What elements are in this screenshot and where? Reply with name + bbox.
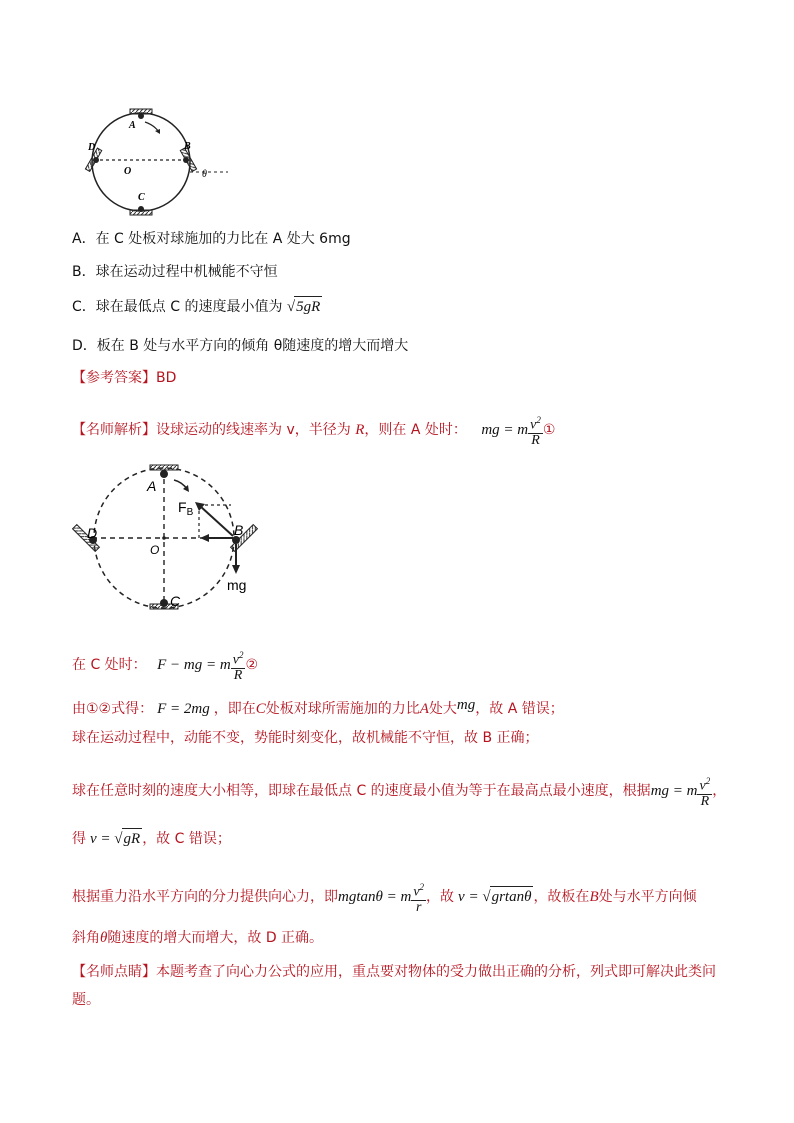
option-c [72,296,322,317]
mark-2: ② [245,656,258,673]
label-a: A [147,478,157,494]
circle-figure-1 [80,104,250,216]
label-d: D [87,525,98,541]
plate-a [150,465,178,470]
equation-1: mg = m $\frac{v^2}{R}$ [481,415,541,448]
ball-c [138,206,144,212]
center-o [162,536,166,540]
comment-line-2: 题。 [72,992,100,1008]
analysis-tag: 【名师解析】 [72,421,156,438]
option-b: B．球在运动过程中机械能不守恒 [72,264,278,280]
force-diagram [72,462,272,612]
line-c-explanation: 球在任意时刻的速度大小相等，即球在最低点 C 的速度最小值为等于在最高点最小速度，根据mg = m $\frac{v^2}{R}$ ， [72,776,727,809]
label-c: C [138,192,145,203]
comment-line-1: 【名师点睛】本题考查了向心力公式的应用，重点要对物体的受力做出正确的分析，列式即可解决此类问 [72,964,716,980]
force-fb-arrow [200,506,233,536]
answer-value: BD [156,370,177,386]
ball-a [138,113,144,119]
option-a: A．在 C 处板对球施加的力比在 A 处大 6mg [72,231,351,247]
reference-answer [72,368,176,388]
answer-tag: 【参考答案】 [72,370,156,386]
label-c: C [170,593,181,609]
equation-d: mgtanθ = m $\frac{v^2}{r}$ [338,882,425,915]
mark-1: ① [542,421,556,438]
label-mg: mg [227,577,247,593]
line-c-result: 得 v = √gR ，故 C 错误； [72,828,231,849]
label-fb: $F_B$ [178,499,194,518]
equation-c: mg = m $\frac{v^2}{R}$ [650,776,711,809]
option-d: D．板在 B 处与水平方向的倾角 θ随速度的增大而增大 [72,338,409,354]
label-a: A [129,120,136,131]
label-d: D [88,142,96,153]
option-c-formula: √5gR [287,299,322,315]
line-d-cont: 斜角θ随速度的增大而增大，故 D 正确。 [72,930,324,946]
label-o: O [150,543,160,557]
component-horizontal-head [200,534,209,542]
ball-d [93,157,99,163]
label-o: O [124,166,132,177]
comment-tag: 【名师点睛】 [72,964,156,980]
line-b-explanation: 球在运动过程中，动能不变，势能时刻变化，故机械能不守恒，故 B 正确； [72,730,539,746]
at-c-line: 在 C 处时： F − mg = m $\frac{v^2}{R}$ ② [72,650,258,683]
label-b: B [234,522,244,538]
line-d-explanation: 根据重力沿水平方向的分力提供向心力，即mgtanθ = m $\frac{v^2}{r}$ ，故 v = √grtanθ ，故板在B处与水平方向倾 [72,882,697,915]
ball-b [183,157,189,163]
result-line: 由①②式得： F = 2mg ，即在C处板对球所需施加的力比A处大mg，故 A 错误； [72,697,564,717]
ball-c [160,599,168,607]
analysis-intro: 【名师解析】设球运动的线速率为 v，半径为 R，则在 A 处时： mg = m $\frac{v^2}{R}$ ① [72,415,556,448]
option-c-text: C．球在最低点 C 的速度最小值为 [72,299,283,315]
force-mg-arrowhead [232,565,240,574]
label-theta: θ [202,169,207,180]
ball-a [160,470,168,478]
equation-2: F − mg = m $\frac{v^2}{R}$ [157,650,244,683]
label-b: B [184,141,191,152]
